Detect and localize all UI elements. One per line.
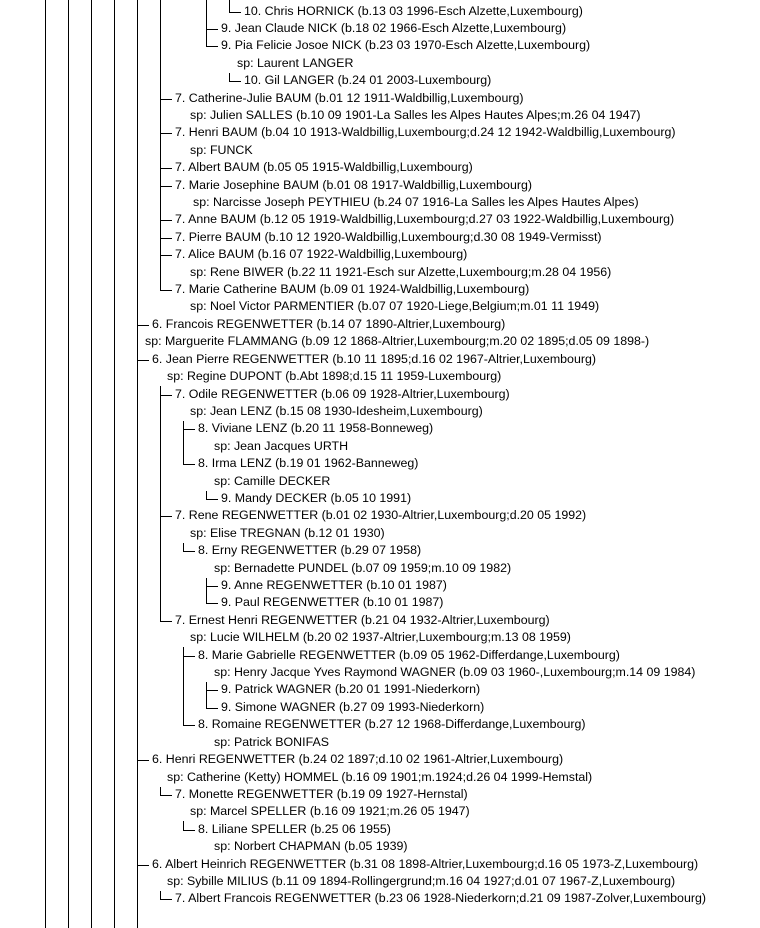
tree-branch-tick (160, 290, 172, 291)
spouse-entry: sp: Noel Victor PARMENTIER (b.07 07 1920-Liege,Belgium;m.01 11 1949) (190, 299, 600, 314)
person-entry: 7. Albert Francois REGENWETTER (b.23 06 1928-Niederkorn;d.21 09 1987-Zolver,Luxembourg) (175, 891, 706, 906)
tree-branch-tick (160, 899, 172, 900)
person-entry: 7. Odile REGENWETTER (b.06 09 1928-Altrier,Luxembourg) (175, 386, 510, 401)
tree-branch-tick (160, 621, 172, 622)
tree-branch-tick (183, 830, 195, 831)
ancestor-line (45, 0, 46, 928)
tree-branch-tick (206, 46, 218, 47)
tree-connector-vertical (183, 647, 184, 725)
spouse-entry: sp: FUNCK (190, 142, 253, 157)
person-entry: 9. Mandy DECKER (b.05 10 1991) (221, 490, 412, 505)
tree-branch-tick (160, 220, 172, 221)
spouse-entry: sp: Sybille MILIUS (b.11 09 1894-Rollingergrund;m.16 04 1927;d.01 07 1967-Z,Luxembourg) (167, 874, 676, 888)
tree-connector-vertical (206, 578, 207, 604)
person-entry: 7. Rene REGENWETTER (b.01 02 1930-Altrier,Luxembourg;d.20 05 1992) (175, 508, 587, 523)
spouse-entry: sp: Camille DECKER (214, 473, 331, 488)
tree-branch-tick (160, 168, 172, 169)
tree-branch-tick (137, 325, 149, 326)
tree-branch-tick (183, 464, 195, 465)
person-entry: 7. Alice BAUM (b.16 07 1922-Waldbillig,Luxembourg) (175, 247, 468, 262)
tree-connector-vertical (160, 891, 161, 899)
spouse-entry: sp: Catherine (Ketty) HOMMEL (b.16 09 1901;m.1924;d.26 04 1999-Hemstal) (167, 769, 593, 784)
tree-branch-tick (206, 29, 218, 30)
tree-branch-tick (160, 238, 172, 239)
person-entry: 9. Paul REGENWETTER (b.10 01 1987) (221, 595, 444, 610)
tree-branch-tick (160, 133, 172, 134)
spouse-entry: sp: Laurent LANGER (237, 55, 354, 70)
tree-branch-tick (183, 725, 195, 726)
tree-branch-tick (137, 760, 149, 761)
tree-connector-vertical (229, 73, 230, 81)
person-entry: 8. Erny REGENWETTER (b.29 07 1958) (198, 543, 422, 558)
spouse-entry: sp: Patrick BONIFAS (214, 734, 329, 749)
person-entry: 9. Patrick WAGNER (b.20 01 1991-Niederkorn) (221, 682, 481, 697)
spouse-entry: sp: Jean Jacques URTH (214, 438, 349, 453)
person-entry: 7. Marie Catherine BAUM (b.09 01 1924-Waldbillig,Luxembourg) (175, 282, 530, 297)
tree-connector-vertical (183, 421, 184, 464)
tree-branch-tick (229, 12, 241, 13)
tree-branch-tick (206, 603, 218, 604)
spouse-entry: sp: Narcisse Joseph PEYTHIEU (b.24 07 1916-La Salles les Alpes Hautes Alpes) (193, 195, 639, 209)
spouse-entry: sp: Marguerite FLAMMANG (b.09 12 1868-Altrier,Luxembourg;m.20 02 1895;d.05 09 1898-) (145, 334, 650, 349)
person-entry: 7. Ernest Henri REGENWETTER (b.21 04 1932-Altrier,Luxembourg) (175, 612, 550, 627)
spouse-entry: sp: Regine DUPONT (b.Abt 1898;d.15 11 1959-Luxembourg) (167, 369, 502, 384)
tree-connector-vertical (206, 0, 207, 46)
spouse-entry: sp: Lucie WILHELM (b.20 02 1937-Altrier,Luxembourg;m.13 08 1959) (190, 630, 571, 645)
tree-connector-vertical (160, 0, 161, 290)
person-entry: 7. Anne BAUM (b.12 05 1919-Waldbillig,Luxembourg;d.27 03 1922-Waldbillig,Luxembourg) (175, 212, 675, 227)
spouse-entry: sp: Rene BIWER (b.22 11 1921-Esch sur Alzette,Luxembourg;m.28 04 1956) (190, 264, 612, 279)
ancestor-line (68, 0, 69, 928)
person-entry: 10. Gil LANGER (b.24 01 2003-Luxembourg) (244, 73, 492, 88)
person-entry: 9. Jean Claude NICK (b.18 02 1966-Esch Alzette,Luxembourg) (221, 20, 567, 35)
tree-connector-vertical (229, 0, 230, 12)
person-entry: 8. Marie Gabrielle REGENWETTER (b.09 05 1962-Differdange,Luxembourg) (198, 647, 620, 662)
tree-branch-tick (160, 186, 172, 187)
person-entry: 7. Catherine-Julie BAUM (b.01 12 1911-Waldbillig,Luxembourg) (175, 90, 524, 105)
tree-connector-vertical (183, 821, 184, 829)
tree-branch-tick (229, 81, 241, 82)
ancestor-line (137, 0, 138, 928)
person-entry: 7. Pierre BAUM (b.10 12 1920-Waldbillig,Luxembourg;d.30 08 1949-Vermisst) (175, 229, 602, 244)
tree-branch-tick (206, 690, 218, 691)
tree-branch-tick (206, 499, 218, 500)
person-entry: 10. Chris HORNICK (b.13 03 1996-Esch Alzette,Luxembourg) (244, 3, 583, 18)
spouse-entry: sp: Henry Jacque Yves Raymond WAGNER (b.09 03 1960-,Luxembourg;m.14 09 1984) (214, 665, 696, 680)
tree-branch-tick (206, 708, 218, 709)
person-entry: 8. Viviane LENZ (b.20 11 1958-Bonneweg) (198, 421, 434, 436)
person-entry: 9. Simone WAGNER (b.27 09 1993-Niederkorn) (221, 699, 485, 714)
tree-branch-tick (160, 516, 172, 517)
spouse-entry: sp: Elise TREGNAN (b.12 01 1930) (190, 525, 385, 540)
spouse-entry: sp: Jean LENZ (b.15 08 1930-Idesheim,Luxembourg) (190, 403, 483, 418)
spouse-entry: sp: Julien SALLES (b.10 09 1901-La Salles les Alpes Hautes Alpes;m.26 04 1947) (190, 107, 641, 122)
person-entry: 8. Romaine REGENWETTER (b.27 12 1968-Differdange,Luxembourg) (198, 717, 586, 732)
person-entry: 9. Pia Felicie Josoe NICK (b.23 03 1970-Esch Alzette,Luxembourg) (221, 38, 591, 53)
person-entry: 9. Anne REGENWETTER (b.10 01 1987) (221, 578, 447, 593)
person-entry: 8. Liliane SPELLER (b.25 06 1955) (198, 821, 391, 836)
tree-branch-tick (160, 99, 172, 100)
tree-connector-vertical (160, 787, 161, 795)
ancestor-line (114, 0, 115, 928)
person-entry: 6. Albert Heinrich REGENWETTER (b.31 08 1898-Altrier,Luxembourg;d.16 05 1973-Z,Luxembourg) (152, 856, 699, 871)
person-entry: 8. Irma LENZ (b.19 01 1962-Banneweg) (198, 456, 419, 471)
person-entry: 7. Henri BAUM (b.04 10 1913-Waldbillig,Luxembourg;d.24 12 1942-Waldbillig,Luxembourg) (175, 125, 676, 140)
spouse-entry: sp: Bernadette PUNDEL (b.07 09 1959;m.10 09 1982) (214, 560, 512, 575)
tree-branch-tick (160, 395, 172, 396)
tree-connector-vertical (160, 386, 161, 621)
tree-branch-tick (137, 360, 149, 361)
spouse-entry: sp: Norbert CHAPMAN (b.05 1939) (214, 839, 408, 854)
tree-branch-tick (183, 429, 195, 430)
tree-branch-tick (137, 865, 149, 866)
person-entry: 7. Monette REGENWETTER (b.19 09 1927-Hernstal) (175, 786, 468, 801)
tree-branch-tick (206, 586, 218, 587)
person-entry: 6. Francois REGENWETTER (b.14 07 1890-Altrier,Luxembourg) (152, 316, 506, 331)
person-entry: 7. Marie Josephine BAUM (b.01 08 1917-Waldbillig,Luxembourg) (175, 177, 532, 192)
person-entry: 6. Jean Pierre REGENWETTER (b.10 11 1895;d.16 02 1967-Altrier,Luxembourg) (152, 351, 596, 366)
person-entry: 7. Albert BAUM (b.05 05 1915-Waldbillig,Luxembourg) (175, 160, 473, 175)
tree-connector-vertical (206, 682, 207, 708)
tree-branch-tick (160, 795, 172, 796)
tree-connector-vertical (206, 491, 207, 499)
tree-branch-tick (183, 551, 195, 552)
person-entry: 6. Henri REGENWETTER (b.24 02 1897;d.10 02 1961-Altrier,Luxembourg) (152, 752, 564, 767)
tree-connector-vertical (183, 543, 184, 551)
ancestor-line (91, 0, 92, 928)
tree-branch-tick (160, 255, 172, 256)
spouse-entry: sp: Marcel SPELLER (b.16 09 1921;m.26 05 1947) (190, 804, 470, 819)
tree-branch-tick (183, 656, 195, 657)
